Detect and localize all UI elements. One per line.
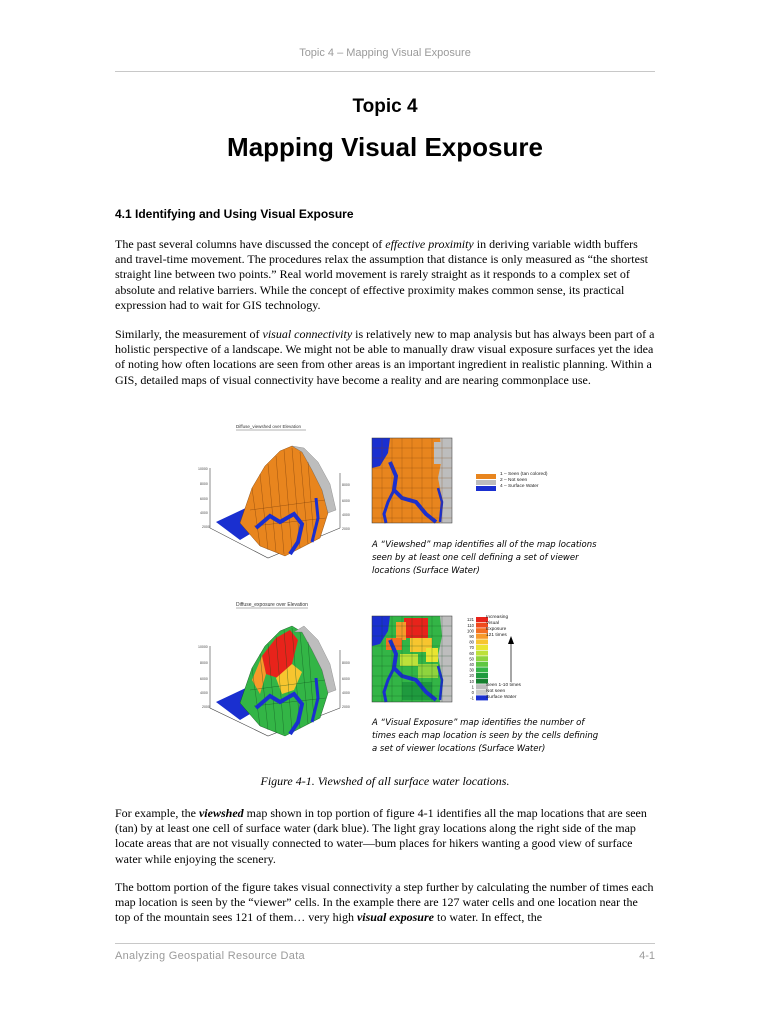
p1-text-b: in deriving variable width buffers and travel-time movement. The procedures relax the assumption that distance is only measured as “the shortest straight line between two points.” Real world movement is rarely straight as it responds to a complex set of absolute and relative barriers. While the concept of effective proximity makes common sense, its practical expression had to wait for GIS technology.: [115, 237, 648, 312]
p3-text-b: map shown in top portion of figure 4-1 identifies all the map locations that are seen (tan) by at least one cell of surface water (dark blue). The light gray locations along the right side of the map locate areas that are not visually connected to water—bum places for hikers wanting a good view of surface water while enjoying the scenery.: [115, 806, 647, 866]
exposure-legend-value: 10: [469, 678, 474, 684]
legend-times: 121 times: [486, 633, 507, 638]
exposure-legend-value: 40: [469, 662, 474, 667]
legend-visual: Visual: [486, 621, 499, 626]
legend-seen-times: Seen 1-10 times: [486, 683, 521, 688]
legend-increasing: Increasing: [486, 615, 509, 620]
p4-text-b: to water. In effect, the: [433, 910, 543, 925]
p1-text-a: The past several columns have discussed the concept of: [115, 237, 386, 251]
topic-number: Topic 4: [352, 96, 418, 117]
legend-seen-label: 1 – Seen (tan colored): [500, 472, 548, 477]
exposure-legend-value: 0: [471, 690, 474, 695]
svg-text:6000: 6000: [200, 497, 208, 501]
p3-text-a: For example, the: [115, 806, 199, 820]
p4-text-a: The bottom portion of the figure takes visual connectivity a step further by calculating the number of times each map location is seen by the “viewer” cells. In the example there are 127 water cells and one location near the top of the mountain sees 121 of them… very high: [115, 880, 654, 925]
paragraph-2: [115, 327, 655, 388]
exposure-legend-value: 80: [469, 639, 474, 645]
paragraph-1: [115, 237, 655, 313]
viewshed-3d-plot: [198, 424, 350, 558]
exposure-arrow: [508, 636, 514, 682]
exposure-legend-swatch: [476, 639, 488, 644]
exposure-legend-value: 30: [469, 667, 474, 673]
exposure-legend-lower: [486, 683, 576, 701]
footer-title: Analyzing Geospatial Resource Data: [115, 950, 305, 962]
viewshed-note: A “Viewshed” map identifies all of the map locations seen by at least one cell defining a set of viewer locations (Surface Water): [372, 540, 597, 576]
exposure-legend-value: 60: [469, 650, 474, 656]
p4-emphasis: visual exposure: [356, 910, 434, 925]
exposure-legend-value: 110: [467, 622, 474, 628]
exposure-3d-plot: [198, 602, 350, 736]
svg-text:4000: 4000: [200, 691, 208, 695]
viewshed-2d-map: [372, 438, 452, 523]
paragraph-3: [115, 806, 655, 867]
legend-exposure: Exposure: [486, 627, 507, 632]
exposure-legend-value: 121: [467, 617, 474, 623]
svg-text:4000: 4000: [342, 691, 350, 695]
svg-text:6000: 6000: [200, 677, 208, 681]
svg-text:4000: 4000: [342, 513, 350, 517]
exposure-legend-value: 100: [467, 628, 474, 634]
exposure-legend-swatch: [476, 645, 488, 650]
exposure-legend-swatch: [476, 656, 488, 661]
exposure-note: A “Visual Exposure” map identifies the number of times each map location is seen by the cells defining a set of viewer locations (Surface Water): [372, 718, 599, 754]
exposure-legend-value: 70: [469, 645, 474, 651]
section-heading: 4.1 Identifying and Using Visual Exposure: [115, 207, 354, 221]
svg-text:2000: 2000: [202, 525, 210, 529]
exposure-legend-labels: [486, 615, 576, 639]
p1-emphasis: effective proximity: [385, 237, 474, 251]
footer-rule: [115, 943, 655, 944]
svg-text:8000: 8000: [200, 661, 208, 665]
viewshed-legend-labels: [500, 472, 590, 490]
exposure-legend-value: 20: [469, 673, 474, 679]
legend-surface-water: Surface Water: [486, 695, 517, 700]
p2-text-a: Similarly, the measurement of: [115, 327, 263, 341]
svg-text:4000: 4000: [200, 511, 208, 515]
header-rule: [115, 71, 655, 72]
exposure-legend: [467, 617, 488, 701]
exposure-legend-swatch: [476, 673, 488, 678]
paragraph-4: [115, 880, 655, 926]
exposure-legend-swatch: [476, 667, 488, 672]
svg-text:10000: 10000: [198, 645, 208, 649]
bottom-plot-title: Diffuse_exposure over Elevation: [236, 602, 308, 608]
svg-text:6000: 6000: [342, 677, 350, 681]
figure-svg: [190, 418, 600, 763]
svg-text:8000: 8000: [342, 661, 350, 665]
svg-text:6000: 6000: [342, 499, 350, 503]
svg-text:2000: 2000: [202, 705, 210, 709]
exposure-legend-value: 50: [469, 656, 474, 662]
figure-4-1: [190, 418, 600, 763]
exposure-legend-swatch: [476, 651, 488, 656]
top-plot-title: Diffuse_viewshed over Elevation: [236, 424, 301, 429]
exposure-legend-value: 90: [469, 634, 474, 639]
running-header: Topic 4 – Mapping Visual Exposure: [299, 47, 471, 59]
exposure-legend-value: -1: [470, 695, 474, 701]
legend-not-seen-label: 2 – Not seen: [500, 478, 528, 483]
svg-text:10000: 10000: [198, 467, 208, 471]
svg-text:8000: 8000: [342, 483, 350, 487]
svg-text:2000: 2000: [342, 527, 350, 531]
p2-emphasis: visual connectivity: [262, 327, 353, 341]
svg-text:2000: 2000: [342, 705, 350, 709]
exposure-legend-swatch: [476, 662, 488, 667]
exposure-legend-value: 1: [471, 684, 474, 690]
viewshed-legend: [476, 474, 496, 491]
svg-text:8000: 8000: [200, 482, 208, 486]
figure-caption: Figure 4-1. Viewshed of all surface water locations.: [260, 774, 510, 788]
legend-not-seen: Not seen: [486, 689, 506, 694]
legend-water-label: 4 – Surface Water: [500, 484, 539, 489]
page-number: 4-1: [639, 950, 655, 962]
exposure-2d-map: [372, 616, 452, 702]
p3-emphasis: viewshed: [198, 806, 244, 820]
p2-text-b: is relatively new to map analysis but has always been part of a holistic perspective of a landscape. We might not be able to manually draw visual exposure surfaces yet the idea of noting how often locations are seen from other areas is an important ingredient in realistic planning. Within a GIS, detailed maps of visual connectivity have become a reality and are nearing commonplace use.: [115, 327, 655, 387]
page-title: Mapping Visual Exposure: [227, 132, 543, 162]
